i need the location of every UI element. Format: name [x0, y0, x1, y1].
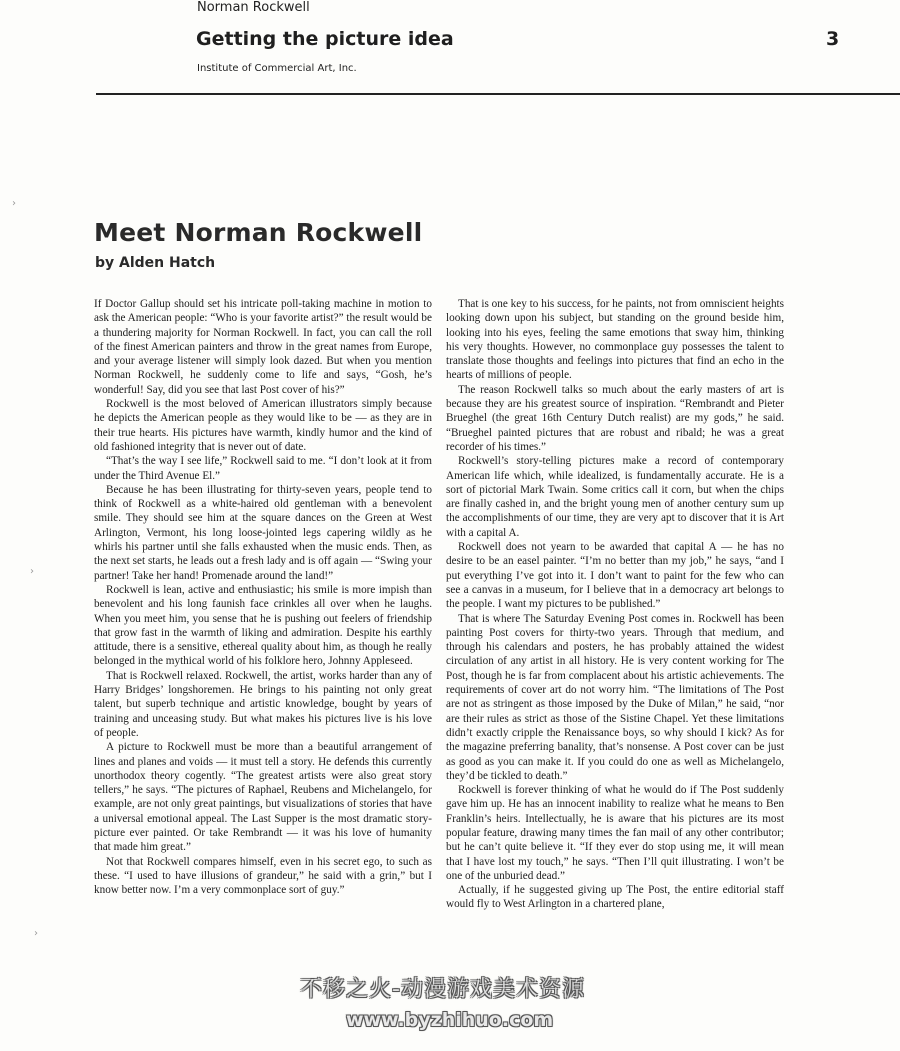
paragraph: Rockwell does not yearn to be awarded that capital A — he has no desire to be an easel painter. “I’m no better than my job,” he says, “and I put everything I’ve got into it. I don’t want to paint for the few who can see a canvas in a museum, for I believe that in a democracy art belongs to the people. I want my pictures to be published.”	[446, 541, 784, 611]
article-title: Meet Norman Rockwell	[94, 218, 423, 247]
scan-mark: ›	[30, 566, 34, 577]
right-column	[446, 297, 784, 912]
paragraph: Rockwell is the most beloved of American illustrators simply because he depicts the American people as they would like to be — as they are in their true hearts. His pictures have warmth, kindly humor and the kind of old fashioned integrity that is never out of date.	[94, 398, 432, 453]
paragraph: That is Rockwell relaxed. Rockwell, the artist, works harder than any of Harry Bridges’ longshoremen. He brings to his painting not only great talent, but superb technique and artistic knowledge, bought by years of training and unceasing study. But what makes his pictures live is his love of people.	[94, 669, 432, 739]
watermark-url: www.byzhihuo.com	[346, 1009, 554, 1031]
scan-mark: ›	[12, 198, 16, 209]
paragraph: That is where The Saturday Evening Post comes in. Rockwell has been painting Post covers for thirty-two years. Through that medium, and through his calendars and posters, he has probably attained the widest circulation of any artist in all history. He is very content working for The Post, though he is far from complacent about his artistic achievements. The requirements of cover art do not worry him. “The limitations of The Post are not as stringent as those imposed by the Duke of Milan,” he said, “nor are their rules as strict as those of the Sistine Chapel. Yet these limitations didn’t exactly cripple the Renaissance boys, so why should I kick? As for the magazine preferring banality, that’s nonsense. A Post cover can be just as good as you can make it. If you could do one as well as Michelangelo, they’d be tickled to death.”	[446, 612, 784, 782]
paragraph: “That’s the way I see life,” Rockwell said to me. “I don’t look at it from under the Third Avenue El.”	[94, 455, 432, 482]
paragraph: Because he has been illustrating for thirty-seven years, people tend to think of Rockwell as a white-haired old gentleman with a benevolent smile. They should see him at the square dances on the Green at West Arlington, Vermont, his long loose-jointed legs capering wildly as he whirls his partner until she falls exhausted when the music ends. Then, as the next set starts, he leads out a fresh lady and is off again — “Swing your partner! Take her hand! Promenade around the land!”	[94, 483, 432, 582]
left-column	[94, 297, 432, 897]
paragraph: Actually, if he suggested giving up The Post, the entire editorial staff would fly to West Arlington in a chartered plane,	[446, 884, 784, 911]
paragraph: Rockwell is lean, active and enthusiastic; his smile is more impish than benevolent and his long faunish face crinkles all over when he laughs. When you meet him, you sense that he is pushing out feelers of friendship that grow fast in the warmth of liking and admiration. Despite his earthly attitude, there is a sensitive, ethereal quality about him, as though he really belonged in the mythical world of his folklore hero, Johnny Appleseed.	[94, 583, 432, 668]
header-rule	[96, 93, 900, 95]
watermark-text: 不移之火-动漫游戏美术资源	[300, 977, 585, 1002]
paragraph: Rockwell’s story-telling pictures make a record of contemporary American life which, while idealized, is fundamentally accurate. He is a sort of pictorial Mark Twain. Some critics call it corn, but when the chips are finally cashed in, and the bright young men of another century sum up the accomplishments of our time, they are very apt to discover that it is Art with a capital A.	[446, 455, 784, 539]
scan-mark: ›	[34, 928, 38, 939]
header-author: Norman Rockwell	[197, 0, 310, 15]
page-number: 3	[826, 28, 840, 50]
paragraph: That is one key to his success, for he paints, not from omniscient heights looking down upon his subject, but standing on the ground beside him, looking into his eyes, feeling the same emotions that sway him, thinking his very thoughts. However, no commonplace guy possesses the talent to translate those thoughts and feelings into pictures that find an echo in the hearts of millions of people.	[446, 298, 784, 382]
header-institute: Institute of Commercial Art, Inc.	[197, 63, 357, 74]
paragraph: Not that Rockwell compares himself, even in his secret ego, to such as these. “I used to have illusions of grandeur,” he said with a grin,” but I know better now. I’m a very commonplace sort of guy.”	[94, 855, 432, 897]
paragraph: Rockwell is forever thinking of what he would do if The Post suddenly gave him up. He has an innocent inability to realize what he means to Ben Franklin’s heirs. Intellectually, he is aware that his pictures are its most popular feature, drawing many times the fan mail of any other contributor; but he can’t quite believe it. “If they ever do stop using me, it will mean that I have lost my touch,” he says. “Then I’ll quit illustrating. I won’t be one of the unburied dead.”	[446, 784, 784, 882]
byline: by Alden Hatch	[95, 255, 216, 271]
paragraph: The reason Rockwell talks so much about the early masters of art is because they are his greatest source of inspiration. “Rembrandt and Pieter Brueghel (the great 16th Century Dutch realist) are my gods,” he said. “Brueghel painted pictures that are robust and ribald; he was a great recorder of his times.”	[446, 383, 784, 453]
paragraph: A picture to Rockwell must be more than a beautiful arrangement of lines and planes and voids — it must tell a story. He defends this currently unorthodox theory cogently. “The greatest artists were also great story tellers,” he says. “The pictures of Raphael, Reubens and Michelangelo, for example, are not only great paintings, but visualizations of stories that have a universal emotional appeal. The Last Supper is the most dramatic story-picture ever painted. Or take Rembrandt — it was his love of humanity that made him great.”	[94, 741, 432, 854]
paragraph: If Doctor Gallup should set his intricate poll-taking machine in motion to ask the American people: “Who is your favorite artist?” the result would be a thundering majority for Norman Rockwell. In fact, you can call the roll of the finest American painters and throw in the great names from Europe, and your average listener will simply look dazed. But when you mention Norman Rockwell, he suddenly come to life and says, “Gosh, he’s wonderful! Say, did you see that last Post cover of his?”	[94, 298, 432, 396]
header-title: Getting the picture idea	[196, 28, 454, 50]
